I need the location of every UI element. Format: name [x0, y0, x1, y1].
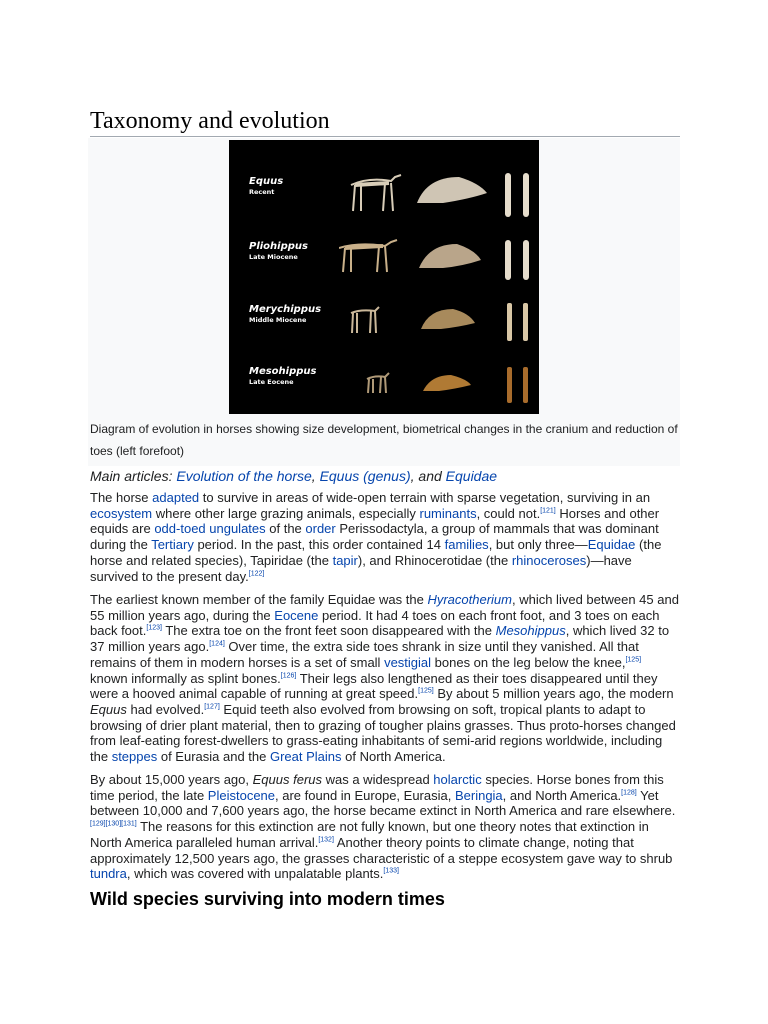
text: Equid teeth also evolved from browsing on soft, tropical plants to adapt to browsing of drier plant material, then to grazing of tougher plains grasses. Thus proto-horses changed from leaf-eating forest-dwellers to grass-eating inhabitants of semi-arid regions worldwide, including the [90, 701, 676, 765]
text: Over time, the extra side toes shrank in size until they vanished. All that remains of them in modern horses is a set of small [90, 639, 639, 670]
link-order[interactable]: order [305, 521, 336, 537]
epoch-label: Late Eocene [249, 378, 294, 386]
subsection-heading: Wild species surviving into modern times [90, 889, 445, 909]
text: The reasons for this extinction are not fully known, but one theory notes that extinction in North America paralleled human arrival. [90, 819, 649, 850]
genus-label: Merychippus [249, 304, 322, 315]
genus-label: Pliohippus [249, 241, 308, 252]
text: , could not. [476, 505, 541, 521]
citation-125[interactable]: [125] [625, 656, 642, 664]
text: of Eurasia and the [157, 749, 270, 765]
pliohippus-specimens-icon [339, 228, 539, 288]
link-holarctic[interactable]: holarctic [433, 772, 482, 787]
text: where other large grazing animals, especially [152, 505, 420, 521]
genus-label: Equus [249, 176, 284, 187]
text: The extra toe on the front feet soon disappeared with the [161, 623, 496, 639]
section-heading: Taxonomy and evolution [90, 107, 680, 137]
citation-133[interactable]: [133] [383, 867, 399, 875]
link-equus-genus[interactable]: Equus (genus) [319, 468, 411, 484]
figure-caption: Diagram of evolution in horses showing size development, biometrical changes in the cranium and reduction of toes (left forefoot) [90, 422, 678, 458]
link-adapted[interactable]: adapted [152, 490, 200, 505]
citation-123[interactable]: [123] [146, 625, 162, 633]
text: The horse [90, 490, 153, 505]
mesohippus-specimens-icon [339, 353, 539, 413]
epoch-label: Recent [249, 188, 275, 196]
citation-132[interactable]: [132] [318, 836, 334, 844]
text: species. Horse bones from this time period, the late [90, 772, 664, 803]
genus-label: Mesohippus [249, 366, 317, 377]
text: had evolved. [126, 701, 205, 717]
text: (the horse and related species), Tapiridae (the [90, 537, 662, 568]
horse-evolution-diagram[interactable] [229, 140, 539, 414]
epoch-label: Middle Miocene [249, 316, 307, 324]
main-articles-hatnote [90, 467, 680, 485]
citation-124[interactable]: [124] [209, 640, 225, 648]
text: , which lived between 45 and 55 million years ago, during the [90, 592, 679, 623]
citation-129-131[interactable]: [129][130][131] [90, 820, 137, 828]
figure-row-mesohippus [229, 365, 539, 425]
text: , but only three— [488, 537, 588, 553]
link-rhinoceroses[interactable]: rhinoceroses [511, 552, 587, 568]
text: of North America. [341, 749, 446, 765]
text: was a widespread [322, 772, 434, 787]
hatnote-prefix: Main articles: [90, 468, 177, 484]
link-vestigial[interactable]: vestigial [384, 654, 432, 670]
link-tapir[interactable]: tapir [332, 552, 358, 568]
citation-126[interactable]: [126] [280, 672, 297, 680]
link-ecosystem[interactable]: ecosystem [90, 505, 153, 521]
text: of the [265, 521, 306, 537]
text: , which was covered with unpalatable plants. [126, 866, 384, 882]
link-tundra[interactable]: tundra [90, 866, 127, 882]
text: known informally as splint bones. [90, 670, 281, 686]
link-mesohippus[interactable]: Mesohippus [495, 623, 566, 639]
link-evolution-of-the-horse[interactable]: Evolution of the horse [176, 468, 312, 484]
figure-box [88, 138, 680, 466]
text: period. It had 4 toes on each front foot, and 3 toes on each back foot. [90, 607, 660, 639]
text: Horses and other equids are [90, 505, 660, 537]
equus-specimens-icon [339, 163, 539, 223]
link-equidae[interactable]: Equidae [445, 468, 498, 484]
citation-125[interactable]: [125] [418, 687, 434, 695]
text: Yet between 10,000 and 7,600 years ago, the horse became extinct in North America and rare elsewhere. [90, 787, 676, 819]
italic-equus-ferus: Equus ferus [252, 772, 322, 787]
merychippus-specimens-icon [339, 291, 539, 351]
link-eocene[interactable]: Eocene [274, 607, 319, 623]
italic-equus: Equus [90, 701, 127, 717]
link-pleistocene[interactable]: Pleistocene [207, 787, 276, 803]
link-tertiary[interactable]: Tertiary [151, 537, 194, 553]
link-families[interactable]: families [444, 537, 489, 553]
hatnote-sep: , [311, 468, 320, 484]
link-hyracotherium[interactable]: Hyracotherium [427, 592, 512, 607]
text: Their legs also lengthened as their toes disappeared until they were a hooved animal capable of running at great speed. [90, 670, 658, 702]
citation-122[interactable]: [122] [248, 570, 265, 578]
text: , which lived 32 to 37 million years ago. [90, 623, 670, 655]
text: )—have survived to the present day. [90, 552, 632, 584]
citation-127[interactable]: [127] [204, 703, 220, 711]
text: By about 15,000 years ago, [90, 772, 253, 787]
paragraph-3 [90, 772, 680, 882]
figure-row-equus [229, 175, 539, 235]
text: Another theory points to climate change, noting that approximately 12,500 years ago, the grasses characteristic of a steppe ecosystem gave way to shrub [90, 834, 673, 866]
epoch-label: Late Miocene [249, 253, 298, 261]
link-steppes[interactable]: steppes [111, 749, 158, 765]
text: The earliest known member of the family Equidae was the [90, 592, 428, 607]
text: to survive in areas of wide-open terrain with sparse vegetation, surviving in an [199, 490, 651, 505]
hatnote-sep: , and [410, 468, 446, 484]
text: Perissodactyla, a group of mammals that was dominant during the [90, 521, 659, 553]
link-ruminants[interactable]: ruminants [419, 505, 477, 521]
paragraph-1 [90, 490, 680, 584]
citation-121[interactable]: [121] [540, 507, 556, 515]
link-equidae-inline[interactable]: Equidae [587, 537, 636, 553]
text: , and North America. [502, 787, 622, 803]
citation-128[interactable]: [128] [621, 789, 637, 797]
text: , are found in Europe, Eurasia, [275, 787, 455, 803]
text: bones on the leg below the knee, [431, 654, 626, 670]
text: By about 5 million years ago, the modern [433, 686, 674, 702]
link-odd-toed-ungulates[interactable]: odd-toed ungulates [154, 521, 266, 537]
paragraph-2 [90, 592, 680, 765]
text: period. In the past, this order contained 14 [193, 537, 445, 553]
link-great-plains[interactable]: Great Plains [269, 749, 342, 765]
text: ), and Rhinocerotidae (the [357, 552, 512, 568]
link-beringia[interactable]: Beringia [454, 787, 503, 803]
